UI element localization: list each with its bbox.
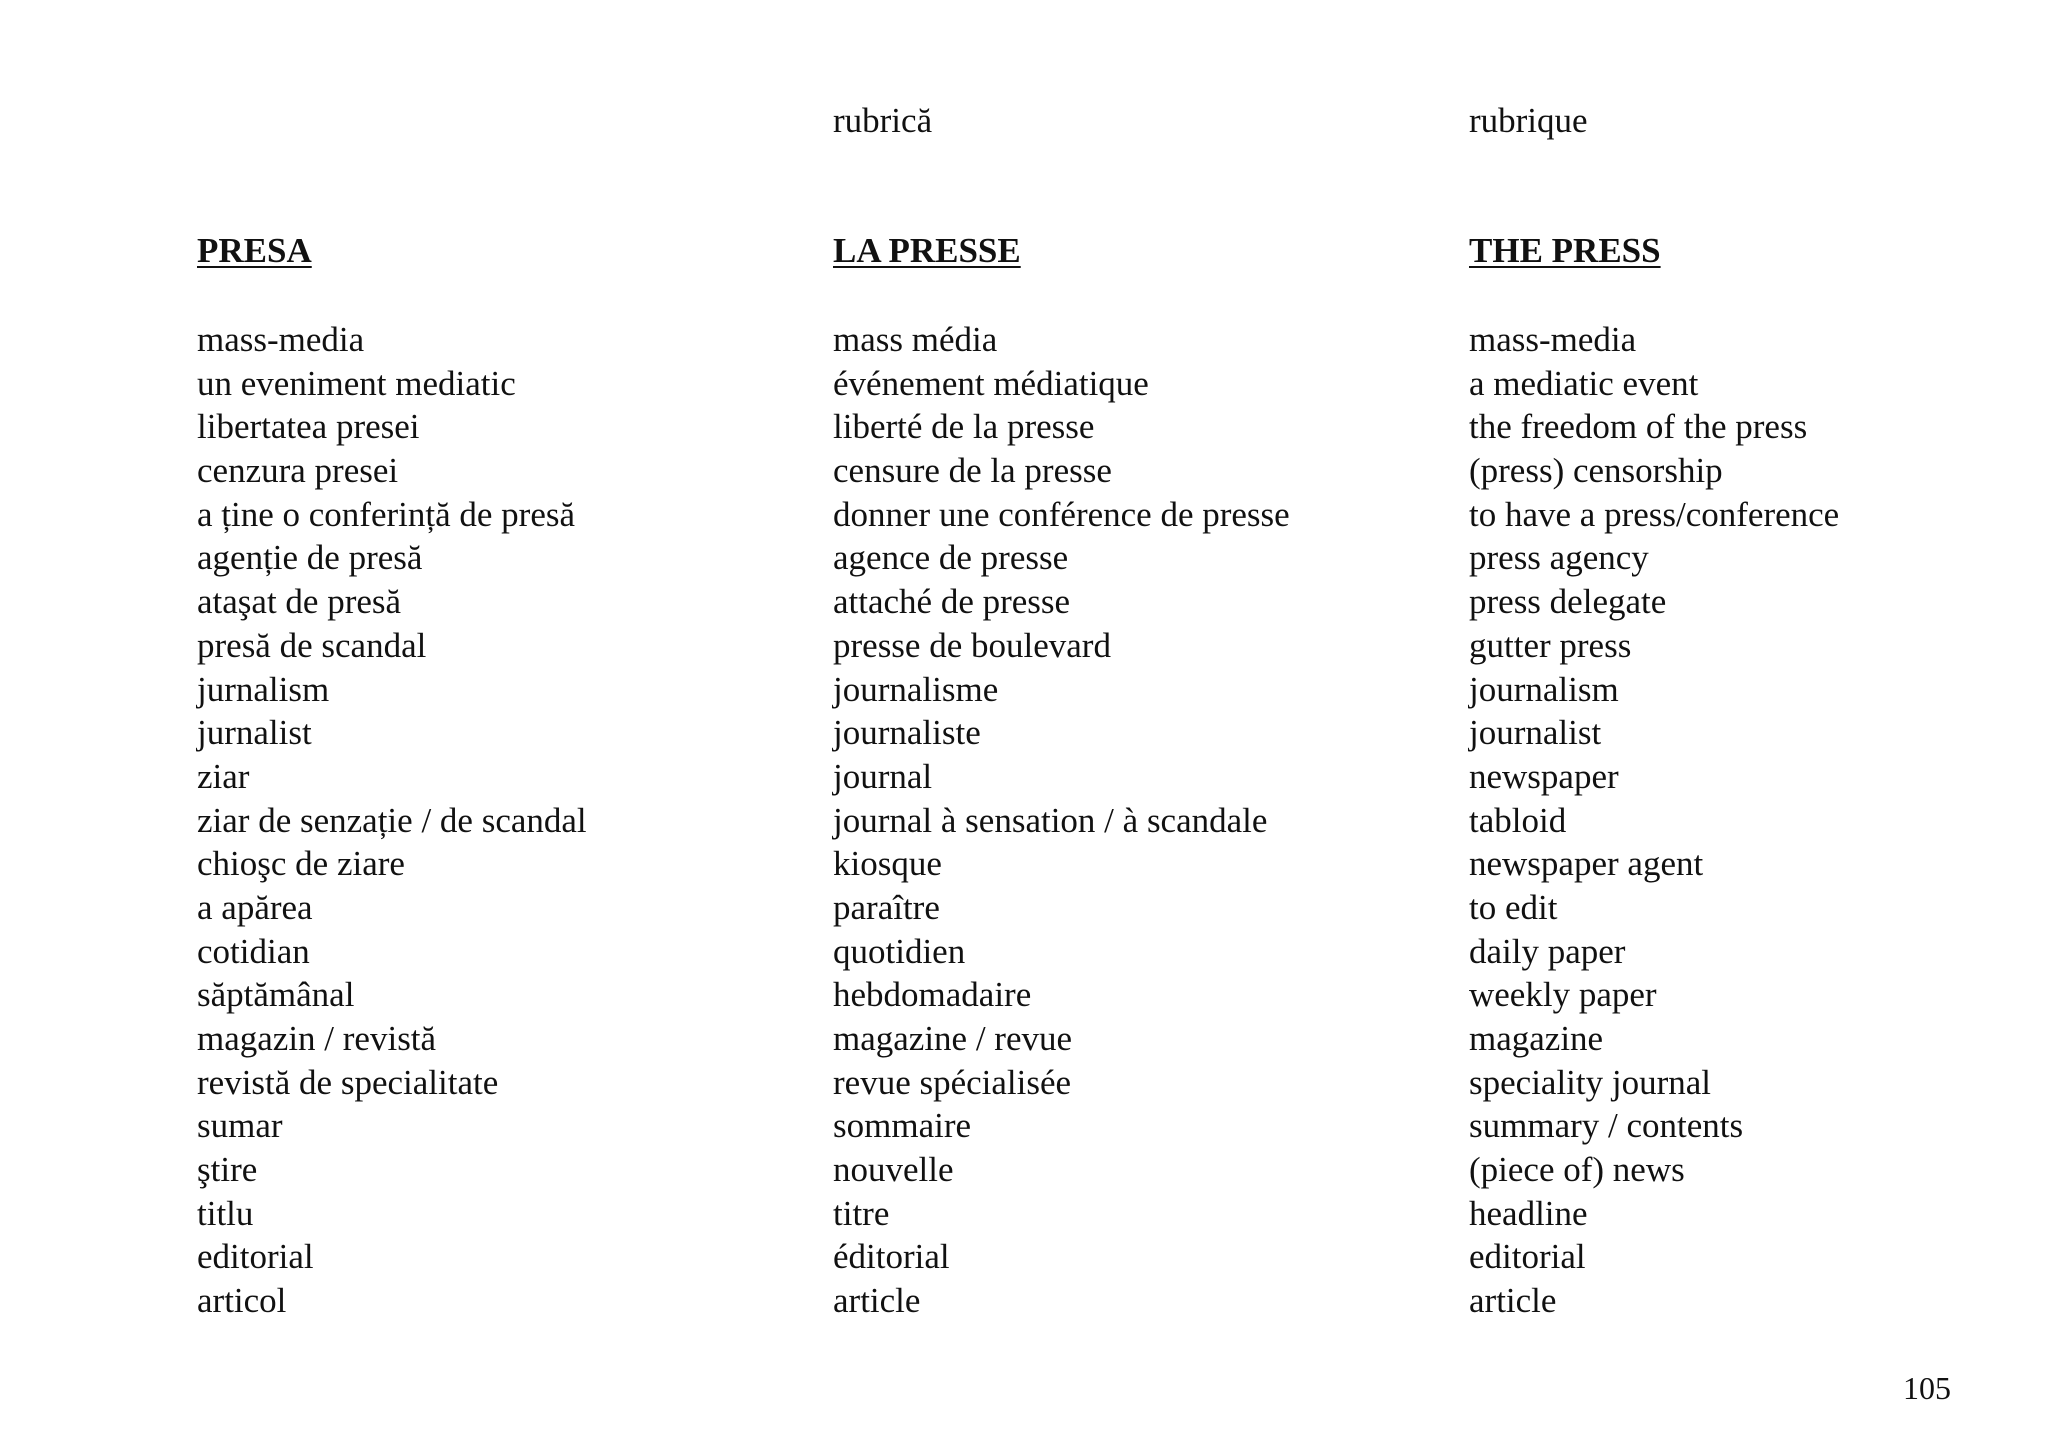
term-entry: press agency <box>1469 538 1649 578</box>
term-entry: (piece of) news <box>1469 1150 1685 1190</box>
term-entry: press delegate <box>1469 582 1667 622</box>
term-entry: agence de presse <box>833 538 1069 578</box>
term-entry: un eveniment mediatic <box>197 363 516 403</box>
term-entry: editorial <box>197 1237 314 1277</box>
term-entry: editorial <box>1469 1237 1586 1277</box>
term-entry: chioşc de ziare <box>197 844 405 884</box>
term-entry: paraître <box>833 887 940 927</box>
french-heading: LA PRESSE <box>833 231 1021 270</box>
term-entry: journaliste <box>833 713 981 753</box>
term-entry: cotidian <box>197 931 310 971</box>
term-entry: jurnalism <box>197 669 330 709</box>
romanian-heading: PRESA <box>197 231 312 270</box>
term-entry: journalism <box>1469 669 1619 709</box>
term-entry: titlu <box>197 1193 254 1233</box>
term-entry: journalist <box>1469 713 1602 753</box>
term-entry: presă de scandal <box>197 625 427 665</box>
term-entry: titre <box>833 1193 890 1233</box>
term-entry: liberté de la presse <box>833 407 1095 447</box>
term-entry: ziar de senzație / de scandal <box>197 800 587 840</box>
term-entry: agenție de presă <box>197 538 423 578</box>
term-entry: speciality journal <box>1469 1062 1712 1102</box>
page-number: 105 <box>1903 1370 1951 1406</box>
term-entry: mass-media <box>197 320 365 359</box>
term-entry: article <box>1469 1281 1557 1321</box>
term-entry: sommaire <box>833 1106 972 1146</box>
english-carryover-line: rubrique <box>1469 101 1588 140</box>
term-entry: revistă de specialitate <box>197 1062 499 1102</box>
term-entry: săptămânal <box>197 975 355 1015</box>
term-entry: presse de boulevard <box>833 625 1111 665</box>
term-entry: a mediatic event <box>1469 363 1699 403</box>
term-entry: ataşat de presă <box>197 582 402 622</box>
term-entry: attaché de presse <box>833 582 1071 622</box>
term-entry: summary / contents <box>1469 1106 1744 1146</box>
term-entry: a ține o conferință de presă <box>197 494 576 534</box>
term-entry: magazine / revue <box>833 1019 1073 1058</box>
term-entry: gutter press <box>1469 625 1632 665</box>
term-entry: headline <box>1469 1193 1588 1233</box>
term-entry: ziar <box>197 756 250 796</box>
term-entry: hebdomadaire <box>833 975 1032 1015</box>
term-entry: magazin / revistă <box>197 1019 437 1058</box>
term-entry: a apărea <box>197 887 313 927</box>
term-entry: revue spécialisée <box>833 1062 1072 1102</box>
english-term-list <box>1469 318 1839 1323</box>
term-entry: libertatea presei <box>197 407 420 447</box>
term-entry: censure de la presse <box>833 451 1112 491</box>
term-entry: éditorial <box>833 1237 950 1277</box>
romanian-term-list <box>197 318 587 1323</box>
term-entry: tabloid <box>1469 800 1567 840</box>
term-entry: jurnalist <box>197 713 312 753</box>
term-entry: sumar <box>197 1106 283 1146</box>
french-term-list <box>833 318 1290 1323</box>
term-entry: to edit <box>1469 887 1558 927</box>
term-entry: ştire <box>197 1150 258 1190</box>
term-entry: nouvelle <box>833 1150 954 1190</box>
english-heading: THE PRESS <box>1469 231 1661 270</box>
term-entry: article <box>833 1281 921 1321</box>
term-entry: (press) censorship <box>1469 451 1723 491</box>
term-entry: mass média <box>833 320 998 359</box>
term-entry: weekly paper <box>1469 975 1657 1015</box>
term-entry: newspaper agent <box>1469 844 1704 884</box>
term-entry: événement médiatique <box>833 363 1149 403</box>
term-entry: quotidien <box>833 931 966 971</box>
term-entry: the freedom of the press <box>1469 407 1808 447</box>
term-entry: cenzura presei <box>197 451 399 491</box>
term-entry: donner une conférence de presse <box>833 494 1290 534</box>
term-entry: journal <box>833 756 933 796</box>
term-entry: kiosque <box>833 844 942 884</box>
term-entry: newspaper <box>1469 756 1619 796</box>
term-entry: magazine <box>1469 1019 1604 1058</box>
term-entry: journal à sensation / à scandale <box>833 800 1268 840</box>
term-entry: daily paper <box>1469 931 1626 971</box>
term-entry: to have a press/conference <box>1469 494 1840 534</box>
term-entry: articol <box>197 1281 287 1321</box>
term-entry: mass-media <box>1469 320 1637 359</box>
french-carryover-line: rubrică <box>833 101 933 140</box>
term-entry: journalisme <box>833 669 999 709</box>
